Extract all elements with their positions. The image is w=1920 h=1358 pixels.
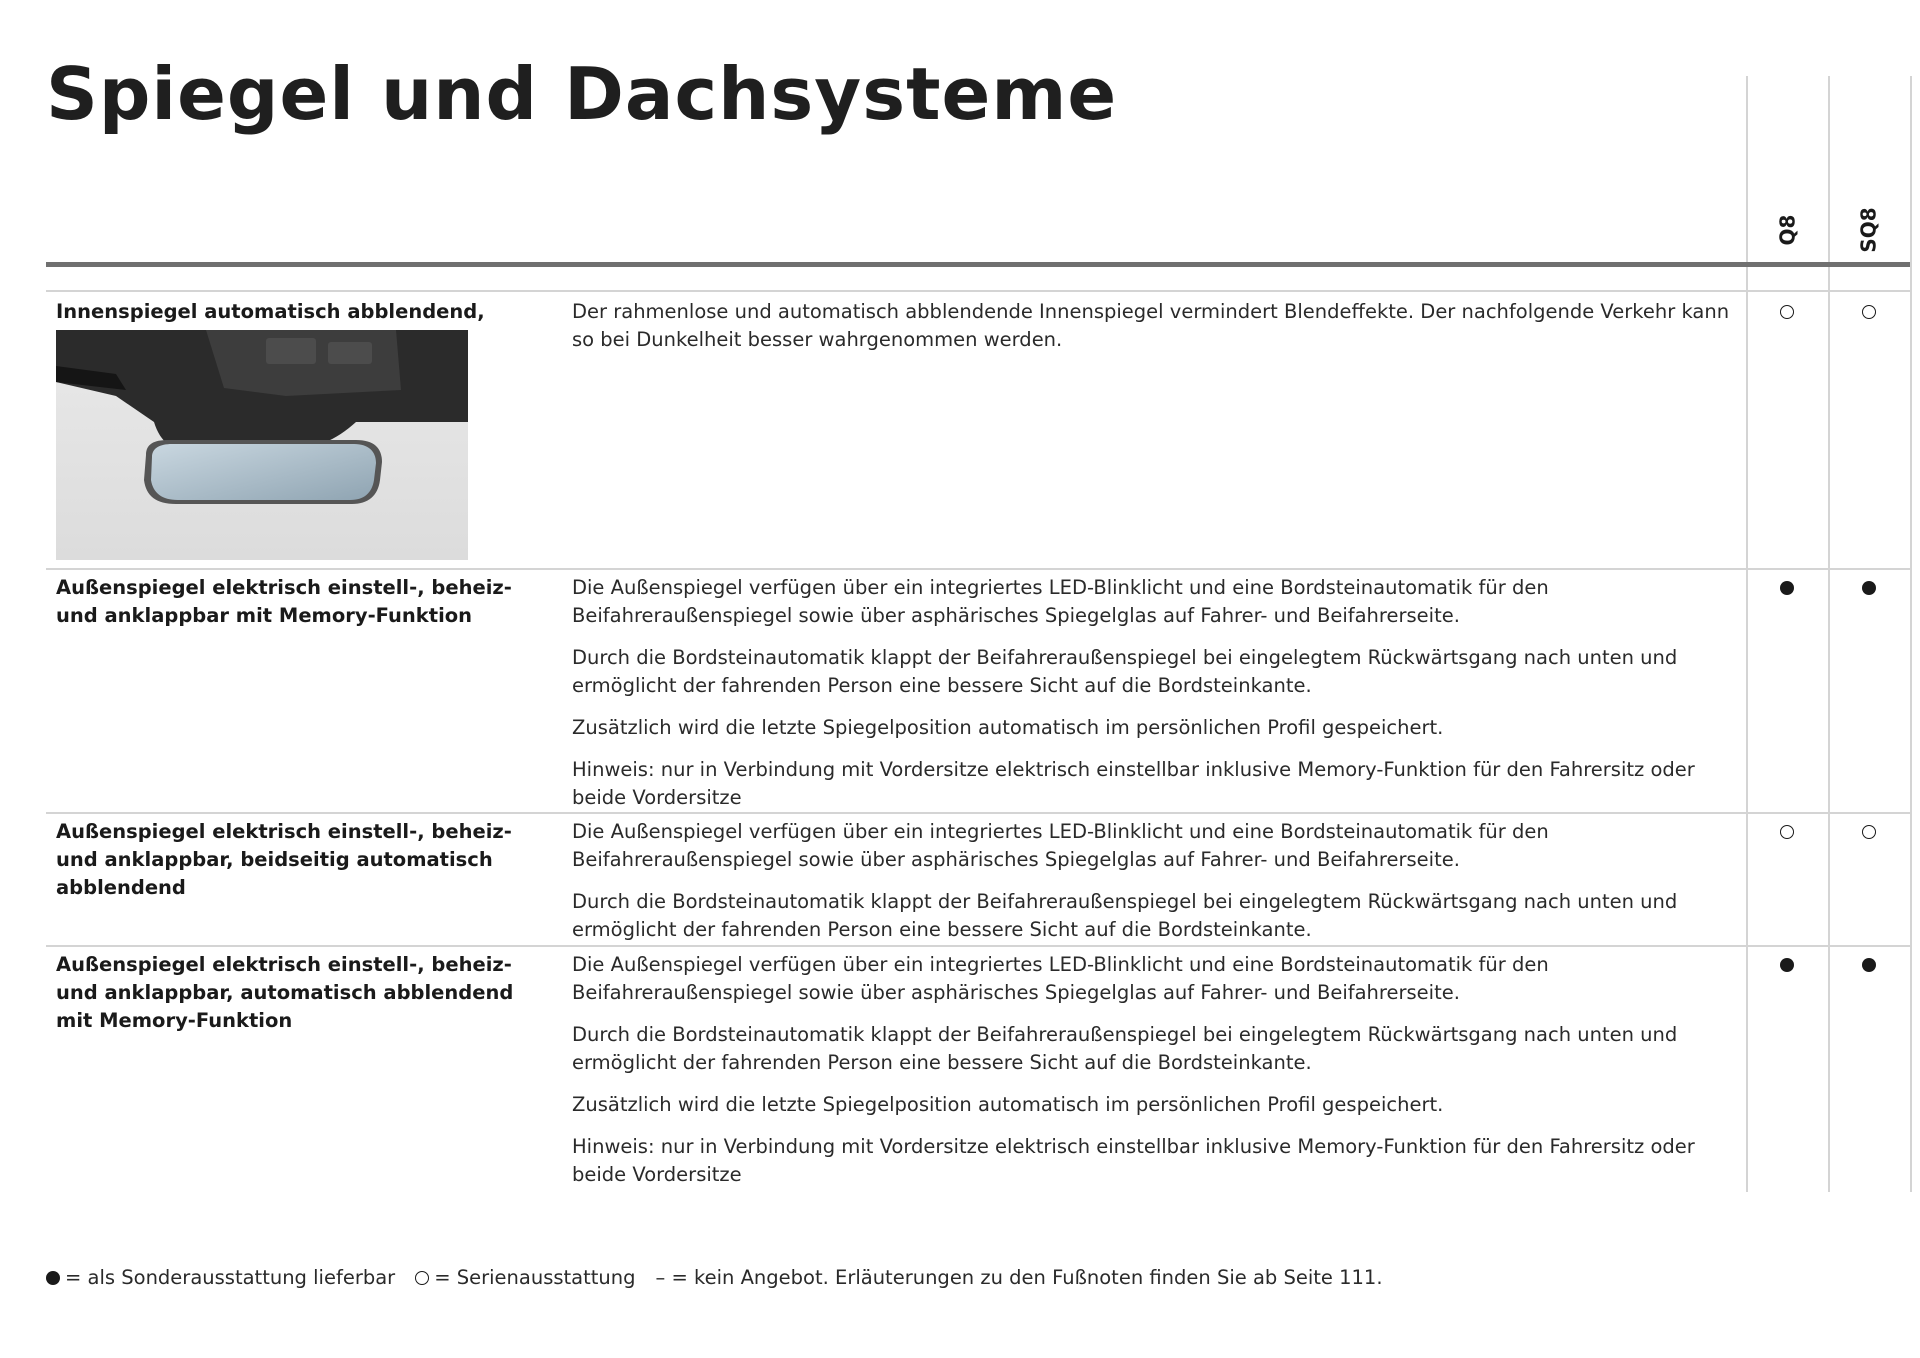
header-rule [46,262,1910,267]
legend [46,1266,1383,1289]
optional-equipment-icon [1862,581,1876,595]
feature-name: Innenspiegel automatisch abblendend, [56,300,485,323]
standard-equipment-icon [1780,825,1794,839]
legend-none: – = kein Angebot. Erläuterungen zu den Fußnoten finden Sie ab Seite 111. [655,1266,1383,1289]
interior-mirror-image [56,330,468,560]
column-header-sq8: SQ8 [1856,207,1881,253]
standard-equipment-icon [1780,305,1794,319]
feature-description: Die Außenspiegel verfügen über ein integriertes LED-Blinklicht und eine Bordsteinautomatik für den Beifahreraußenspiegel sowie über asphärisches Spiegelglas auf Fahrer- und Beifahrerseite. Durch die Bordsteinautomatik klappt der Beifahreraußenspiegel bei eingelegtem Rückwärtsgang nach unten und ermöglicht der fahrenden Person eine bessere Sicht auf die Bordsteinkante. Zusätzlich wird die letzte Spiegelposition automatisch im persönlichen Profil gespeichert. Hinweis: nur in Verbindung mit Vordersitze elektrisch einstellbar inklusive Memory-Funktion für den Fahrersitz oder beide Vordersitze [572,576,1695,809]
feature-description: Der rahmenlose und automatisch abblendende Innenspiegel vermindert Blendeffekte. Der nachfolgende Verkehr kann so bei Dunkelheit besser wahrgenommen werden. [572,300,1730,351]
filled-circle-icon [46,1271,60,1285]
optional-equipment-icon [1780,581,1794,595]
legend-option: = als Sonderausstattung lieferbar [65,1266,396,1289]
row-divider [46,568,1910,570]
optional-equipment-icon [1862,958,1876,972]
column-header-q8: Q8 [1774,214,1799,246]
row-divider [46,812,1910,814]
column-divider [1910,76,1912,1192]
empty-circle-icon [415,1271,429,1285]
feature-name: Außenspiegel elektrisch einstell-, beheiz- und anklappbar mit Memory-Funktion [56,576,512,627]
feature-name: Außenspiegel elektrisch einstell-, beheiz- und anklappbar, beidseitig automatisch abblendend [56,820,512,899]
optional-equipment-icon [1780,958,1794,972]
legend-serie: = Serienausstattung [434,1266,636,1289]
row-divider [46,945,1910,947]
feature-description: Die Außenspiegel verfügen über ein integriertes LED-Blinklicht und eine Bordsteinautomatik für den Beifahreraußenspiegel sowie über asphärisches Spiegelglas auf Fahrer- und Beifahrerseite. Durch die Bordsteinautomatik klappt der Beifahreraußenspiegel bei eingelegtem Rückwärtsgang nach unten und ermöglicht der fahrenden Person eine bessere Sicht auf die Bordsteinkante. Zusätzlich wird die letzte Spiegelposition automatisch im persönlichen Profil gespeichert. Hinweis: nur in Verbindung mit Vordersitze elektrisch einstellbar inklusive Memory-Funktion für den Fahrersitz oder beide Vordersitze [572,953,1695,1186]
feature-name: Außenspiegel elektrisch einstell-, beheiz- und anklappbar, automatisch abblendend mit Memory-Funktion [56,953,514,1032]
standard-equipment-icon [1862,305,1876,319]
feature-description: Die Außenspiegel verfügen über ein integriertes LED-Blinklicht und eine Bordsteinautomatik für den Beifahreraußenspiegel sowie über asphärisches Spiegelglas auf Fahrer- und Beifahrerseite. Durch die Bordsteinautomatik klappt der Beifahreraußenspiegel bei eingelegtem Rückwärtsgang nach unten und ermöglicht der fahrenden Person eine bessere Sicht auf die Bordsteinkante. [572,820,1678,941]
standard-equipment-icon [1862,825,1876,839]
table-top-rule [46,290,1910,292]
page-title: Spiegel und Dachsysteme [46,52,1118,136]
